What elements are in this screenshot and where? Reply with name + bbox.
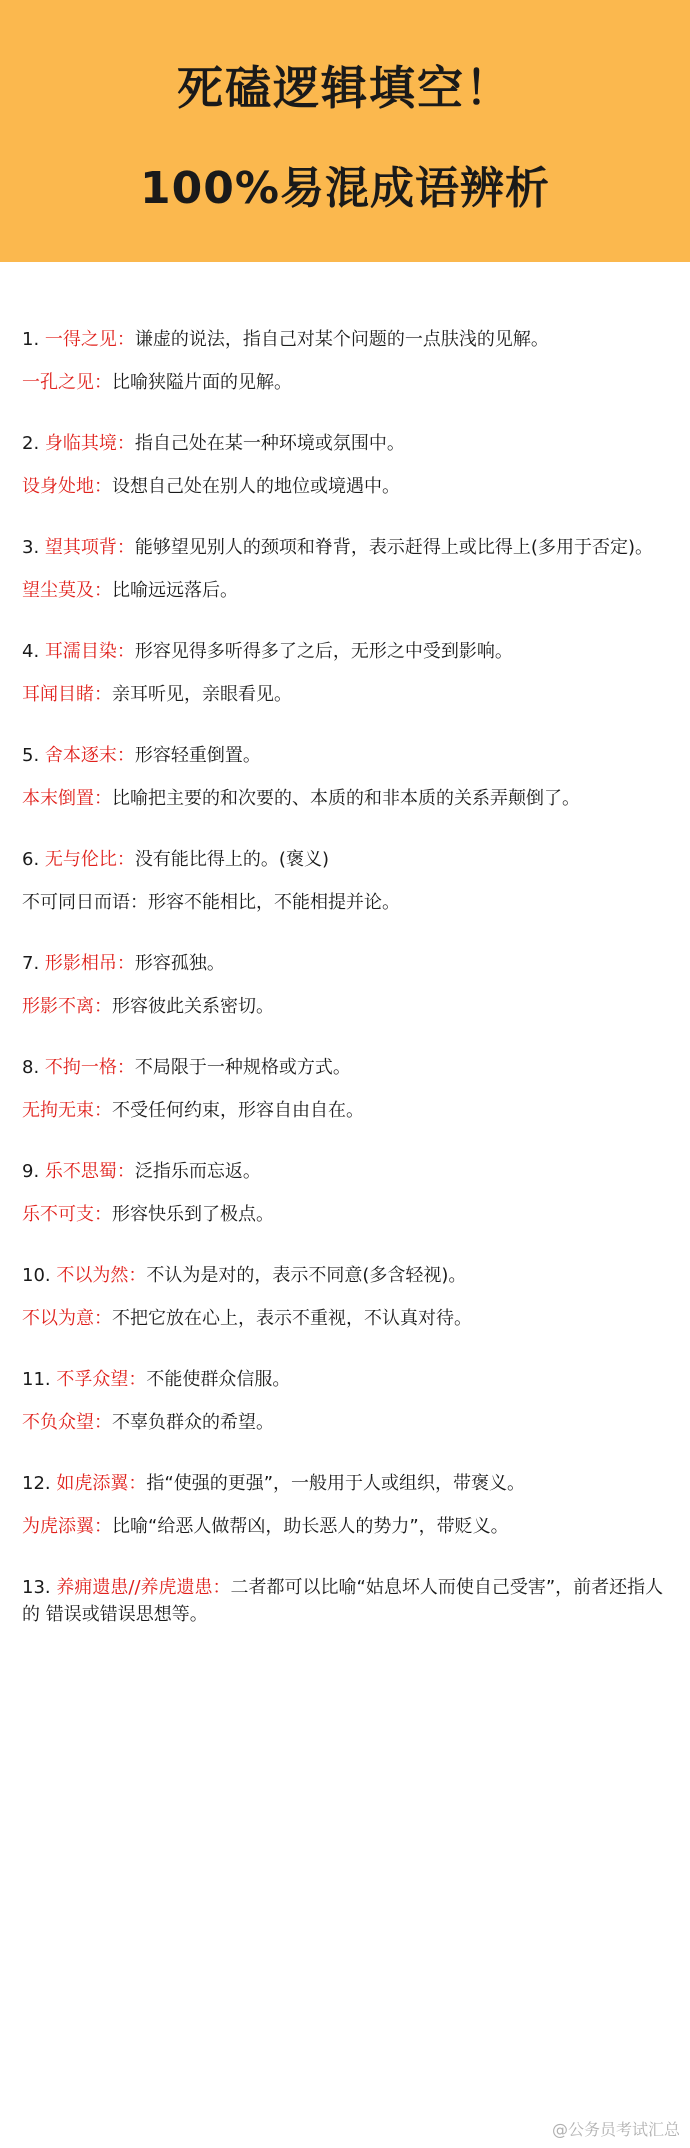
idiom-definition: 比喻远远落后。 [112,580,238,601]
idiom-definition: 比喻狭隘片面的见解。 [112,372,292,393]
idiom-term: 无拘无束： [22,1100,112,1121]
idiom-term: 如虎添翼： [56,1473,147,1494]
entry-line [22,577,690,604]
idiom-term: 身临其境： [44,433,135,454]
idiom-term: 形影不离： [22,996,112,1017]
entry-number: 8. [22,1057,40,1078]
idiom-term: 舍本逐末： [44,745,135,766]
idiom-definition: 形容孤独。 [134,953,225,974]
entry-number: 10. [22,1265,51,1286]
idiom-term: 耳闻目睹： [22,684,112,705]
idiom-definition: 形容轻重倒置。 [134,745,261,766]
idiom-definition: 不认为是对的，表示不同意(多含轻视)。 [146,1265,467,1286]
entry-line [22,742,690,769]
idiom-entry [22,1262,690,1332]
idiom-entry [22,1470,690,1540]
entry-number: 5. [22,745,40,766]
entry-line [22,473,690,500]
entry-number: 7. [22,953,40,974]
idiom-definition: 设想自己处在别人的地位或境遇中。 [112,476,400,497]
idiom-entry [22,950,690,1020]
idiom-definition: 指“使强的更强”，一般用于人或组织，带褒义。 [146,1473,526,1494]
idiom-entry [22,1158,690,1228]
entry-line [22,1513,690,1540]
idiom-entry [22,1054,690,1124]
entry-line [22,1470,690,1497]
entry-line [22,1262,690,1289]
idiom-entry [22,1574,690,1628]
idiom-term: 为虎添翼： [22,1516,112,1537]
entry-line [22,1054,690,1081]
entry-line [22,638,690,665]
idiom-term: 一得之见： [44,329,135,350]
idiom-entry [22,326,690,396]
entry-number: 6. [22,849,40,870]
entry-line [22,1097,690,1124]
entry-number: 13. [22,1577,51,1598]
idiom-entry [22,430,690,500]
idiom-definition: 形容彼此关系密切。 [112,996,274,1017]
idiom-entry [22,1366,690,1436]
title-banner [0,0,690,262]
idiom-entry [22,742,690,812]
idiom-term: 形影相吊： [44,953,135,974]
idiom-term: 乐不可支： [22,1204,112,1225]
idiom-definition: 形容见得多听得多了之后，无形之中受到影响。 [134,641,513,662]
entry-line [22,534,672,561]
idiom-definition: 比喻“给恶人做帮凶，助长恶人的势力”，带贬义。 [112,1516,509,1537]
idiom-definition: 不辜负群众的希望。 [112,1412,274,1433]
entry-line [22,1158,690,1185]
entry-line [22,993,690,1020]
idiom-definition: 比喻把主要的和次要的、本质的和非本质的关系弄颠倒了。 [112,788,580,809]
idiom-definition: 没有能比得上的。(褒义) [134,849,329,870]
title-line-1: 死磕逻辑填空！ [177,61,513,115]
idiom-term: 不拘一格： [44,1057,135,1078]
idiom-definition: 不能使群众信服。 [146,1369,291,1390]
entry-number: 1. [22,329,40,350]
idiom-entry [22,638,690,708]
idiom-definition: 二者都可以比喻“姑息坏人而使自己受害”，前者还指人的 错误或错误思想等。 [22,1577,664,1625]
idiom-list [0,262,690,1628]
entry-line [22,889,690,916]
watermark: @公务员考试汇总 [551,2120,680,2139]
idiom-definition: 不受任何约束，形容自由自在。 [112,1100,364,1121]
idiom-term: 耳濡目染： [44,641,135,662]
entry-line [22,326,690,353]
idiom-term: 望其项背： [44,537,135,558]
idiom-definition: 不可同日而语：形容不能相比，不能相提并论。 [22,892,400,913]
entry-number: 9. [22,1161,40,1182]
idiom-term: 望尘莫及： [22,580,112,601]
idiom-definition: 谦虚的说法，指自己对某个问题的一点肤浅的见解。 [134,329,549,350]
idiom-definition: 能够望见别人的颈项和脊背，表示赶得上或比得上(多用于否定)。 [134,537,653,558]
entry-line [22,1305,690,1332]
idiom-term: 本末倒置： [22,788,112,809]
idiom-definition: 泛指乐而忘返。 [134,1161,261,1182]
entry-number: 4. [22,641,40,662]
idiom-definition: 不把它放在心上，表示不重视，不认真对待。 [112,1308,472,1329]
entry-number: 12. [22,1473,51,1494]
entry-line [22,369,690,396]
entry-line [22,1201,690,1228]
entry-number: 11. [22,1369,51,1390]
idiom-term: 无与伦比： [44,849,135,870]
entry-line [22,785,690,812]
entry-line [22,846,690,873]
idiom-definition: 形容快乐到了极点。 [112,1204,274,1225]
idiom-definition: 不局限于一种规格或方式。 [134,1057,351,1078]
entry-line [22,1574,672,1628]
idiom-term: 设身处地： [22,476,112,497]
entry-line [22,1366,690,1393]
entry-number: 2. [22,433,40,454]
idiom-definition: 亲耳听见，亲眼看见。 [112,684,292,705]
entry-number: 3. [22,537,40,558]
idiom-term: 不孚众望： [56,1369,147,1390]
idiom-term: 不以为意： [22,1308,112,1329]
entry-line [22,430,690,457]
entry-line [22,950,690,977]
idiom-term: 不负众望： [22,1412,112,1433]
idiom-entry [22,534,690,604]
idiom-term: 养痈遗患//养虎遗患： [56,1577,231,1598]
entry-line [22,681,690,708]
idiom-term: 乐不思蜀： [44,1161,135,1182]
title-line-2: 100%易混成语辨析 [140,163,550,214]
idiom-term: 一孔之见： [22,372,112,393]
idiom-definition: 指自己处在某一种环境或氛围中。 [134,433,405,454]
idiom-entry [22,846,690,916]
entry-line [22,1409,690,1436]
idiom-term: 不以为然： [56,1265,147,1286]
